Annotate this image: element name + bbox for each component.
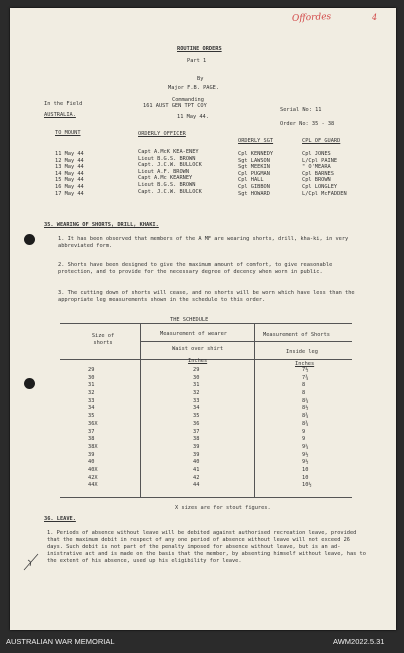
table-cell-size: 37 — [88, 428, 95, 435]
table-cell-leg: 8¾ — [302, 420, 309, 427]
list-item: Sgt HOWARD — [238, 190, 270, 197]
table-cell-leg: 8½ — [302, 405, 309, 412]
table-cell-leg: 9½ — [302, 451, 309, 458]
punch-hole-bottom — [24, 378, 35, 389]
red-pencil-annotation: Offordes — [291, 11, 332, 25]
major-name: Major F.B. PAGE. — [168, 85, 220, 91]
table-cell-size: 39 — [88, 451, 95, 458]
serial-no: Serial No: 11 — [280, 107, 322, 113]
waist-unit: Inches — [188, 358, 208, 364]
cpl-guard-list — [302, 151, 347, 197]
list-item: Cpl KENNEDY — [238, 151, 274, 157]
table-cell-size: 30 — [88, 374, 95, 381]
table-cell-waist: 36 — [193, 420, 200, 427]
list-item: Capt. J.C.W. BULLOCK — [138, 188, 202, 195]
table-cell-leg: 7¾ — [302, 374, 309, 381]
table-cell-leg: 9 — [302, 428, 306, 435]
list-item: Cpl PUGMAN — [238, 170, 270, 177]
list-item: L/Cpl PAINE — [302, 157, 338, 164]
table-cell-size: 29 — [88, 367, 95, 373]
cpl-guard-heading: CPL OF GUARD — [302, 138, 341, 144]
section-35-para-1: 1. It has been observed that members of the A MF are wearing shorts, drill, kha-ki, in very abbreviated form. — [58, 236, 349, 249]
orderly-officer-heading: ORDERLY OFFICER — [138, 131, 186, 137]
leg-column — [302, 367, 312, 490]
orderly-officer-list — [138, 149, 202, 195]
list-item: 13 May 44 — [55, 164, 84, 171]
section-36-heading: 36. LEAVE. — [44, 516, 76, 522]
table-cell-size: 36X — [88, 420, 98, 427]
list-item: Sgt LAWSON — [238, 157, 270, 164]
table-cell-size: 40 — [88, 459, 95, 466]
to-mount-list — [55, 151, 84, 197]
part-label: Part 1 — [187, 58, 207, 64]
list-item: " O'MEARA — [302, 164, 331, 171]
orderly-sgt-heading: ORDERLY SGT — [238, 138, 274, 144]
table-cell-waist: 29 — [193, 367, 200, 373]
table-cell-leg: 10 — [302, 474, 309, 481]
section-36-para-1: 1. Periods of absence without leave will be debited against authorised recreation leave, provided that the maximum debit in respect of any one period of absence without leave will not exceed 26 days. Such debit is not part of the penalty imposed for absence without leave, but is an ad-inistrative act and is made on the basis that the member, by absenting himself without leave, has to the extent of his absence, used up his eligibility for leave. — [47, 530, 366, 564]
table-cell-waist: 34 — [193, 405, 200, 412]
table-cell-size: 38 — [88, 436, 95, 443]
punch-hole-top — [24, 234, 35, 245]
table-cell-waist: 40 — [193, 459, 200, 466]
table-cell-waist: 33 — [193, 397, 200, 404]
list-item: Cpl GIBBON — [238, 183, 270, 190]
commanding-label: Commanding — [172, 97, 204, 103]
table-cell-size: 32 — [88, 390, 95, 397]
table-cell-leg: 8¼ — [302, 397, 309, 404]
list-item: L/Cpl McFADDEN — [302, 190, 347, 197]
wearer-header: Measurement of wearer — [160, 331, 227, 337]
table-cell-size: 42X — [88, 474, 98, 481]
waist-subheader: Waist over shirt — [172, 346, 224, 352]
document-title: ROUTINE ORDERS — [177, 46, 222, 52]
unit-name: 161 AUST GEN TPT COY — [143, 103, 207, 109]
table-cell-waist: 38 — [193, 436, 200, 443]
section-35-para-3: 3. The cutting down of shorts will cease, and no shorts will be worn which have less than the appropriate leg measurements shown in the schedule to this order. — [58, 290, 355, 303]
table-cell-waist: 35 — [193, 413, 200, 420]
table-cell-waist: 41 — [193, 466, 200, 473]
list-item: Capt A.Mc KEARNEY — [138, 175, 193, 182]
to-mount-heading: TO MOUNT — [55, 130, 81, 136]
list-item: Sgt MEEKIN — [238, 164, 270, 171]
table-cell-size: 44X — [88, 482, 98, 489]
order-number: Order No: 35 - 38 — [280, 121, 335, 127]
leg-unit: Inches — [295, 361, 315, 367]
table-cell-leg: 10 — [302, 466, 309, 473]
shorts-header: Measurement of Shorts — [263, 332, 330, 338]
list-item: 17 May 44 — [55, 190, 84, 197]
table-cell-leg: 9¼ — [302, 443, 309, 450]
table-cell-waist: 32 — [193, 390, 200, 397]
handwritten-mark — [22, 550, 42, 572]
footer-institution: AUSTRALIAN WAR MEMORIAL — [6, 637, 115, 646]
table-cell-waist: 31 — [193, 382, 200, 389]
schedule-note: X sizes are for stout figures. — [175, 505, 271, 511]
list-item: 12 May 44 — [55, 157, 84, 164]
australia-label: AUSTRALIA. — [44, 112, 76, 118]
size-header: Size of shorts — [91, 333, 115, 346]
table-cell-size: 35 — [88, 413, 95, 420]
table-cell-leg: 10½ — [302, 482, 312, 489]
table-cell-leg: 9½ — [302, 459, 309, 466]
table-cell-waist: 30 — [193, 374, 200, 381]
table-cell-leg: 8 — [302, 382, 306, 389]
list-item: 14 May 44 — [55, 170, 84, 177]
list-item: Lieut A.F. BROWN — [138, 168, 190, 175]
schedule-title: THE SCHEDULE — [170, 317, 209, 323]
section-35-para-2: 2. Shorts have been designed to give the maximum amount of comfort, to give reasonable protection, and to provide for the necessary degree of decency when worn in public. — [58, 262, 333, 275]
table-cell-size: 31 — [88, 382, 95, 389]
by-label: By — [197, 76, 204, 82]
red-page-number: 4 — [372, 13, 378, 22]
table-cell-leg: 8¾ — [302, 413, 309, 420]
list-item: Cpl BROWN — [302, 177, 331, 184]
table-cell-waist: 39 — [193, 443, 200, 450]
list-item: Lieut B.G.S. BROWN — [138, 155, 196, 162]
table-cell-size: 33 — [88, 397, 95, 404]
list-item: 16 May 44 — [55, 183, 84, 190]
table-cell-size: 38X — [88, 443, 98, 450]
leg-subheader: Inside leg — [286, 349, 318, 355]
section-35-heading: 35. WEARING OF SHORTS, DRILL, KHAKI. — [44, 222, 159, 228]
table-cell-size: 40X — [88, 466, 98, 473]
table-cell-waist: 42 — [193, 474, 200, 481]
orderly-sgt-list — [238, 151, 273, 197]
table-cell-leg: 7½ — [302, 367, 309, 373]
list-item: 15 May 44 — [55, 177, 84, 184]
table-cell-waist: 39 — [193, 451, 200, 458]
table-cell-waist: 44 — [193, 482, 200, 489]
in-the-field: In the Field — [44, 101, 83, 107]
list-item: Lieut B.G.S. BROWN — [138, 181, 196, 188]
list-item: Cpl JONES — [302, 151, 331, 157]
footer-reference: AWM2022.5.31 — [333, 637, 385, 646]
table-cell-leg: 9 — [302, 436, 306, 443]
table-cell-leg: 8 — [302, 390, 306, 397]
table-cell-waist: 37 — [193, 428, 200, 435]
size-column — [88, 367, 98, 490]
list-item: Capt. J.C.W. BULLOCK — [138, 162, 202, 169]
list-item: Cpl HALL — [238, 177, 264, 184]
order-date: 11 May 44. — [177, 114, 209, 120]
list-item: Cpl LONGLEY — [302, 183, 338, 190]
list-item: 11 May 44 — [55, 151, 84, 157]
table-cell-size: 34 — [88, 405, 95, 412]
list-item: Capt A.McK KEA-ENEY — [138, 149, 199, 155]
waist-column — [193, 367, 199, 490]
list-item: Cpl BARNES — [302, 170, 334, 177]
